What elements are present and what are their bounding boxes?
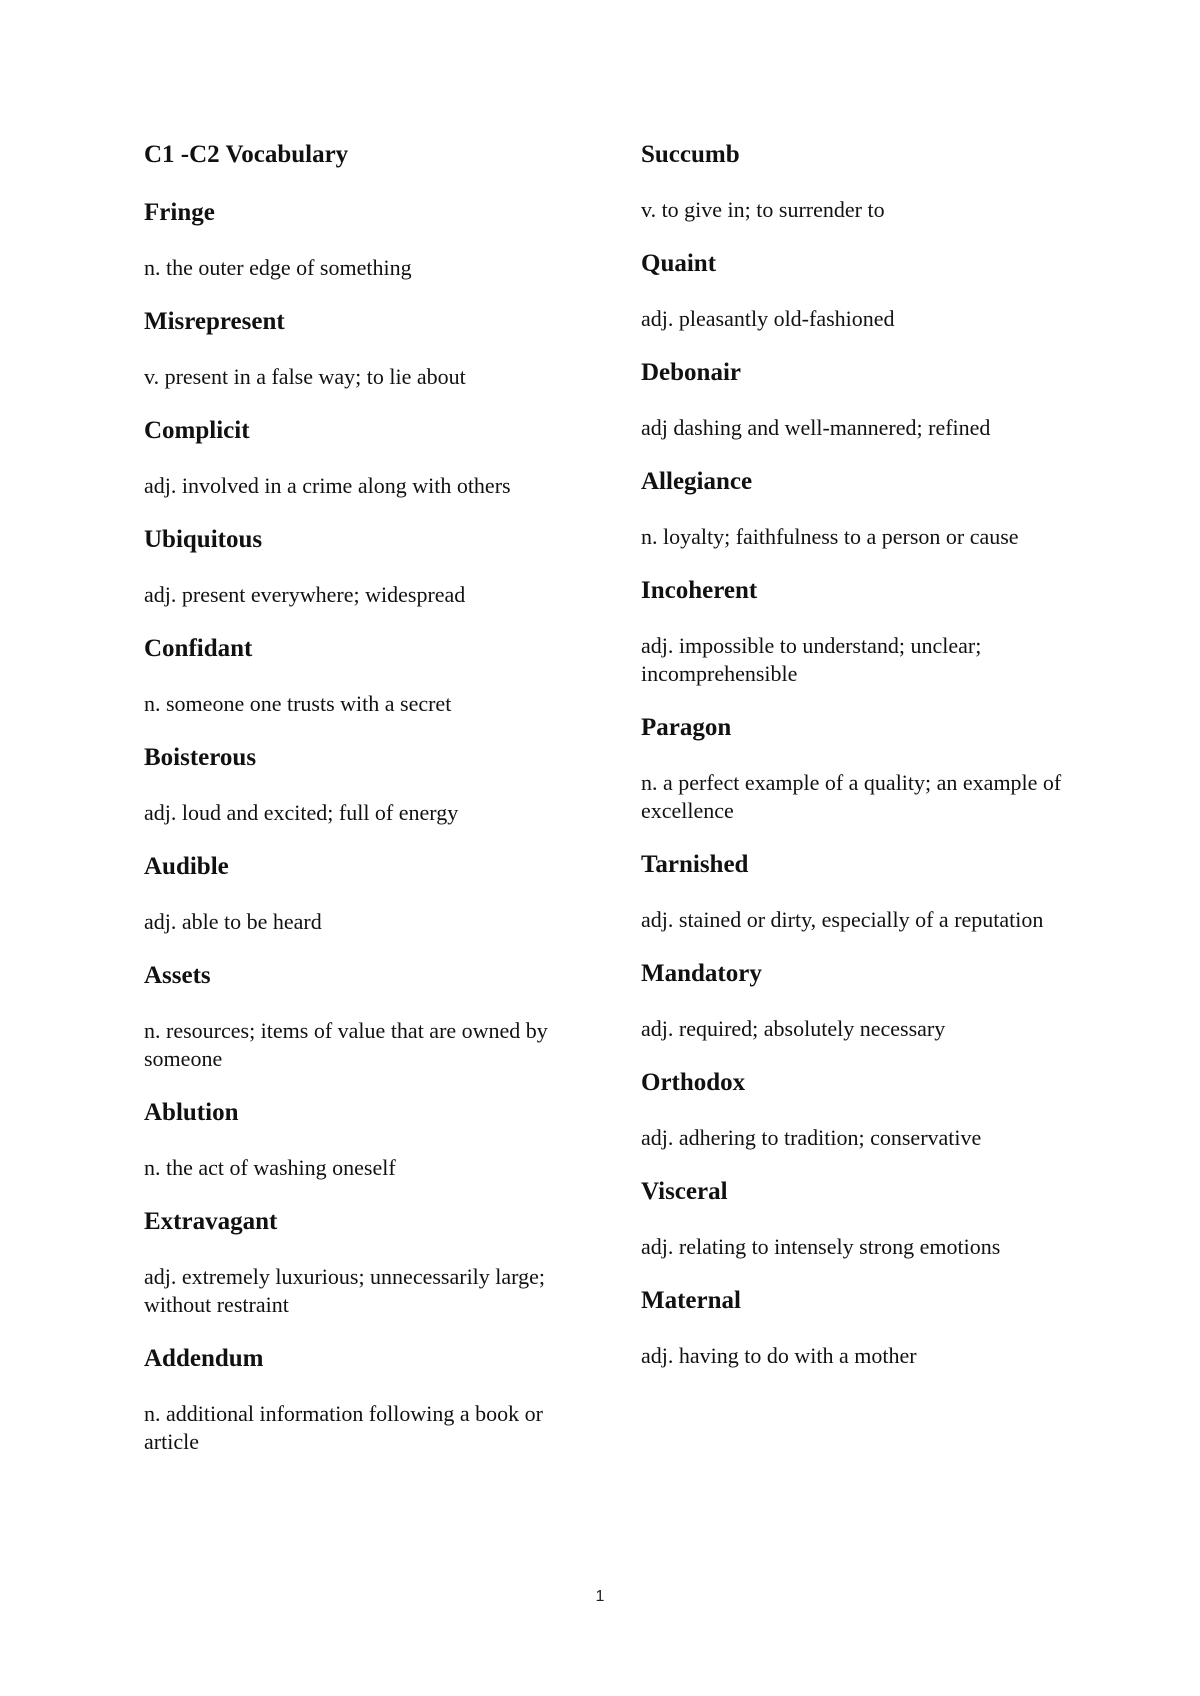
vocabulary-term: Fringe (144, 199, 215, 226)
vocabulary-definition: adj. stained or dirty, especially of a reputation (641, 907, 1044, 932)
vocabulary-entry (641, 850, 1091, 934)
vocabulary-term: Incoherent (641, 577, 758, 604)
vocabulary-entry (641, 959, 1091, 1043)
vocabulary-definition: n. additional information following a book or article (144, 1401, 543, 1454)
vocabulary-term: Extravagant (144, 1208, 278, 1235)
vocabulary-term: Orthodox (641, 1069, 746, 1096)
vocabulary-definition: adj. relating to intensely strong emotions (641, 1234, 1001, 1259)
vocabulary-term: Tarnished (641, 851, 749, 878)
vocabulary-definition: v. present in a false way; to lie about (144, 364, 466, 389)
vocabulary-entry (641, 140, 1091, 224)
vocabulary-term: Misrepresent (144, 308, 285, 335)
vocabulary-entry (144, 743, 589, 827)
vocabulary-term: Allegiance (641, 468, 753, 495)
vocabulary-definition: adj. able to be heard (144, 909, 322, 934)
vocabulary-term: Mandatory (641, 960, 762, 987)
vocabulary-definition: adj. present everywhere; widespread (144, 582, 466, 607)
vocabulary-definition: adj. having to do with a mother (641, 1343, 917, 1368)
document-title: C1 -C2 Vocabulary (144, 141, 349, 168)
vocabulary-entry (641, 1068, 1091, 1152)
vocabulary-entry (144, 198, 589, 282)
vocabulary-entry (144, 307, 589, 391)
vocabulary-entry (641, 467, 1091, 551)
vocabulary-definition: n. loyalty; faithfulness to a person or cause (641, 524, 1019, 549)
vocabulary-term: Ubiquitous (144, 526, 263, 553)
vocabulary-entry (641, 713, 1091, 825)
vocabulary-entry (144, 525, 589, 609)
vocabulary-term: Ablution (144, 1099, 239, 1126)
vocabulary-term: Confidant (144, 635, 253, 662)
right-column (641, 140, 1091, 1395)
vocabulary-entry (641, 358, 1091, 442)
vocabulary-entry (144, 961, 589, 1073)
vocabulary-term: Boisterous (144, 744, 257, 771)
right-vocabulary-list (641, 140, 1091, 1370)
vocabulary-entry (144, 1344, 589, 1456)
vocabulary-term: Audible (144, 853, 229, 880)
vocabulary-entry (144, 852, 589, 936)
vocabulary-term: Debonair (641, 359, 741, 386)
vocabulary-entry (144, 416, 589, 500)
vocabulary-entry (641, 249, 1091, 333)
vocabulary-definition: adj. loud and excited; full of energy (144, 800, 459, 825)
vocabulary-term: Addendum (144, 1345, 264, 1372)
vocabulary-definition: v. to give in; to surrender to (641, 197, 885, 222)
vocabulary-term: Complicit (144, 417, 250, 444)
vocabulary-definition: adj. involved in a crime along with others (144, 473, 511, 498)
vocabulary-definition: adj. required; absolutely necessary (641, 1016, 946, 1041)
vocabulary-definition: adj. impossible to understand; unclear; incomprehensible (641, 633, 982, 686)
vocabulary-entry (144, 1207, 589, 1319)
vocabulary-definition: n. the act of washing oneself (144, 1155, 396, 1180)
vocabulary-definition: n. resources; items of value that are owned by someone (144, 1018, 548, 1071)
left-column (144, 140, 589, 1481)
vocabulary-definition: n. the outer edge of something (144, 255, 412, 280)
vocabulary-entry (641, 1177, 1091, 1261)
vocabulary-definition: adj. pleasantly old-fashioned (641, 306, 895, 331)
page-number: 1 (595, 1588, 605, 1605)
vocabulary-term: Maternal (641, 1287, 741, 1314)
vocabulary-definition: adj dashing and well-mannered; refined (641, 415, 991, 440)
vocabulary-term: Visceral (641, 1178, 728, 1205)
vocabulary-entry (144, 1098, 589, 1182)
vocabulary-entry (641, 1286, 1091, 1370)
vocabulary-entry (144, 634, 589, 718)
vocabulary-entry (641, 576, 1091, 688)
vocabulary-definition: n. someone one trusts with a secret (144, 691, 452, 716)
vocabulary-term: Paragon (641, 714, 732, 741)
vocabulary-term: Quaint (641, 250, 717, 277)
vocabulary-term: Assets (144, 962, 211, 989)
left-vocabulary-list (144, 198, 589, 1456)
vocabulary-definition: n. a perfect example of a quality; an example of excellence (641, 770, 1062, 823)
vocabulary-definition: adj. extremely luxurious; unnecessarily large; without restraint (144, 1264, 545, 1317)
vocabulary-term: Succumb (641, 141, 740, 168)
vocabulary-definition: adj. adhering to tradition; conservative (641, 1125, 982, 1150)
